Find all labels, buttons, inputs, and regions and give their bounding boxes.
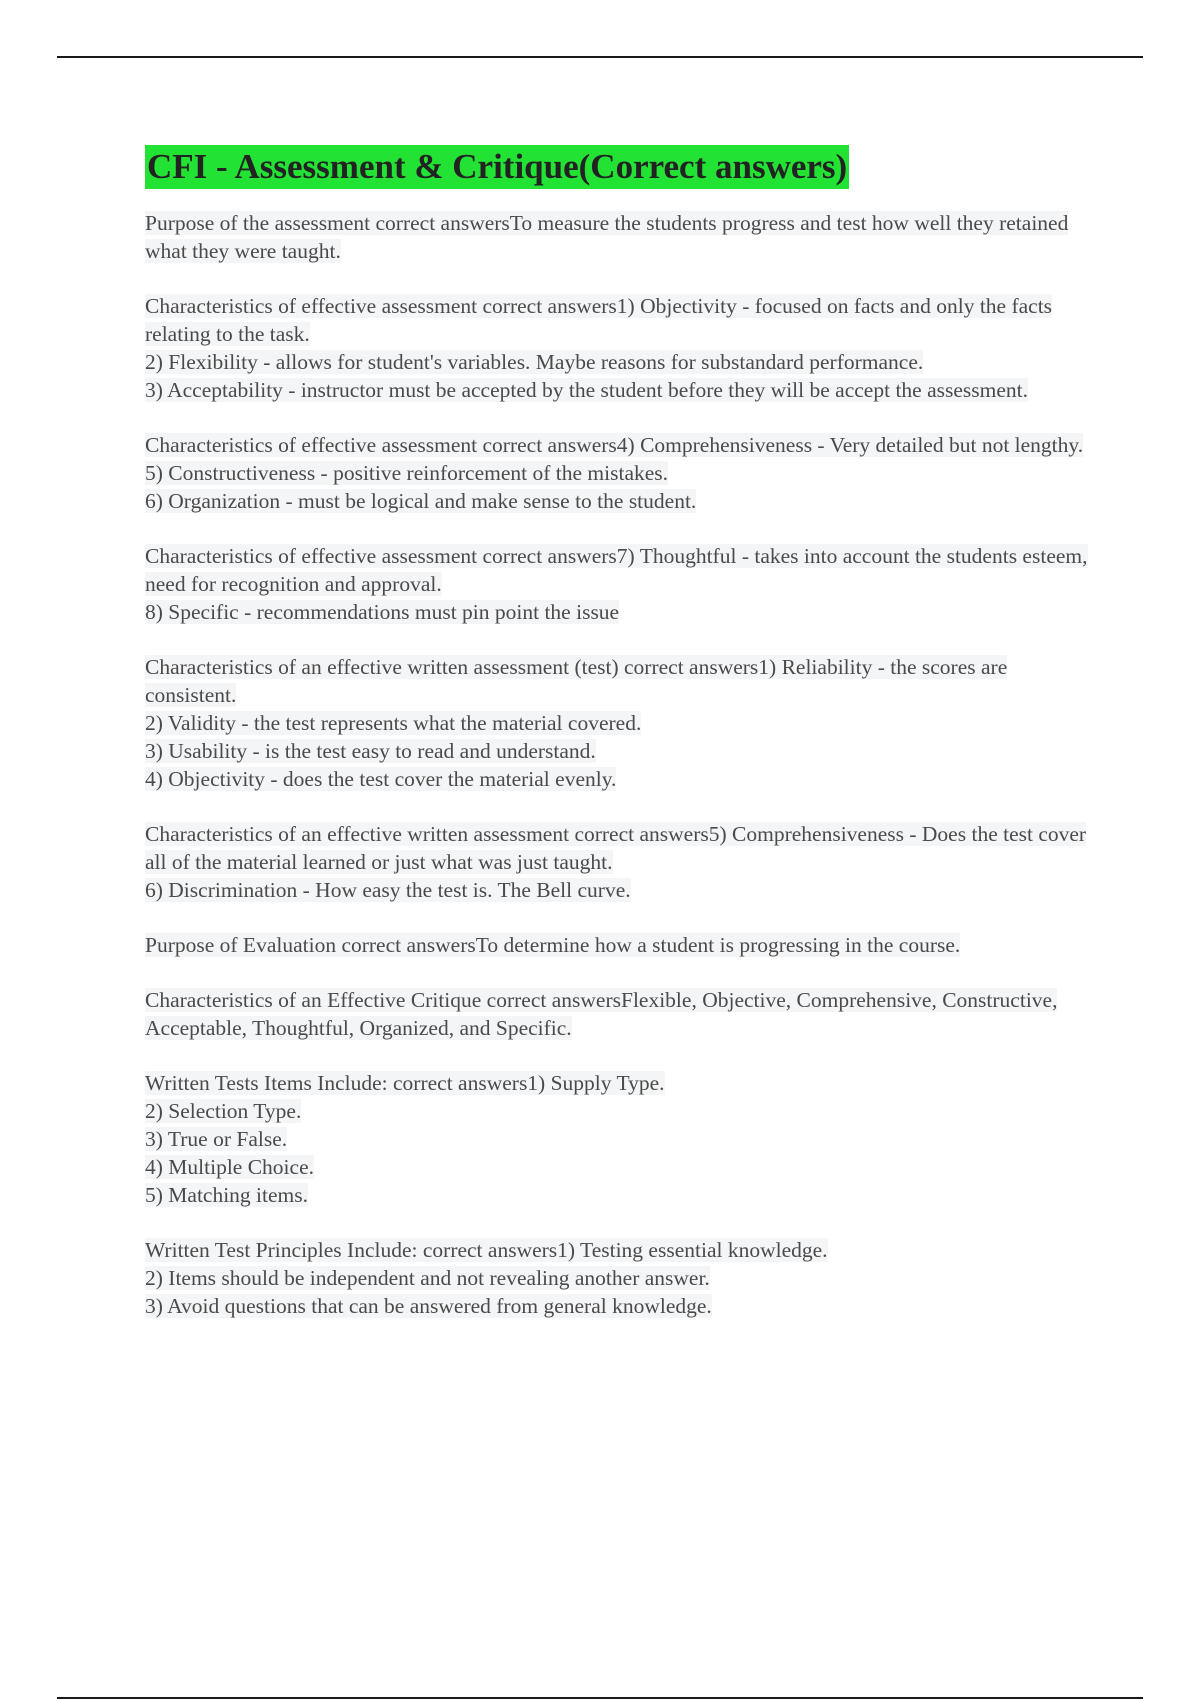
qa-answer-line bbox=[145, 487, 1095, 515]
qa-item bbox=[145, 1069, 1095, 1209]
qa-list bbox=[145, 209, 1095, 1320]
qa-answer-line bbox=[145, 1181, 1095, 1209]
qa-line-text: Characteristics of an effective written assessment correct answers5) Comprehensiveness - Does the test cover all of the material learned or just what was just taught. bbox=[145, 822, 1087, 874]
qa-answer-line bbox=[145, 1125, 1095, 1153]
qa-answer-line bbox=[145, 1153, 1095, 1181]
qa-line-text: 3) Usability - is the test easy to read and understand. bbox=[145, 739, 596, 763]
qa-answer-line bbox=[145, 765, 1095, 793]
qa-answer-line bbox=[145, 348, 1095, 376]
qa-line-text: 6) Organization - must be logical and make sense to the student. bbox=[145, 489, 697, 513]
qa-line-text: Purpose of Evaluation correct answersTo determine how a student is progressing in the course. bbox=[145, 933, 961, 957]
qa-line-text: 3) True or False. bbox=[145, 1127, 288, 1151]
qa-item bbox=[145, 292, 1095, 404]
qa-line-text: 4) Multiple Choice. bbox=[145, 1155, 314, 1179]
qa-line-text: Characteristics of effective assessment correct answers4) Comprehensiveness - Very detailed but not lengthy. bbox=[145, 433, 1084, 457]
qa-line-text: 2) Flexibility - allows for student's variables. Maybe reasons for substandard performance. bbox=[145, 350, 924, 374]
qa-answer-line bbox=[145, 1292, 1095, 1320]
top-rule bbox=[57, 56, 1143, 58]
qa-answer-line bbox=[145, 1264, 1095, 1292]
qa-line-text: 2) Validity - the test represents what the material covered. bbox=[145, 711, 642, 735]
qa-line-text: Characteristics of effective assessment correct answers7) Thoughtful - takes into account the students esteem, need for recognition and approval. bbox=[145, 544, 1088, 596]
qa-question-line bbox=[145, 931, 1095, 959]
qa-line-text: 6) Discrimination - How easy the test is. The Bell curve. bbox=[145, 878, 631, 902]
qa-item bbox=[145, 542, 1095, 626]
qa-answer-line bbox=[145, 598, 1095, 626]
qa-line-text: 4) Objectivity - does the test cover the material evenly. bbox=[145, 767, 617, 791]
qa-question-line bbox=[145, 292, 1095, 348]
qa-line-text: 5) Constructiveness - positive reinforcement of the mistakes. bbox=[145, 461, 669, 485]
document-body bbox=[145, 145, 1095, 1347]
qa-question-line bbox=[145, 1236, 1095, 1264]
qa-question-line bbox=[145, 431, 1095, 459]
qa-line-text: Written Tests Items Include: correct answers1) Supply Type. bbox=[145, 1071, 665, 1095]
qa-item bbox=[145, 931, 1095, 959]
qa-answer-line bbox=[145, 376, 1095, 404]
qa-line-text: 2) Items should be independent and not revealing another answer. bbox=[145, 1266, 710, 1290]
qa-question-line bbox=[145, 542, 1095, 598]
qa-line-text: Characteristics of an Effective Critique correct answersFlexible, Objective, Comprehensive, Constructive, Acceptable, Thoughtful, Organized, and Specific. bbox=[145, 988, 1058, 1040]
qa-answer-line bbox=[145, 459, 1095, 487]
qa-answer-line bbox=[145, 709, 1095, 737]
qa-line-text: Purpose of the assessment correct answersTo measure the students progress and test how well they retained what they were taught. bbox=[145, 211, 1069, 263]
qa-line-text: 8) Specific - recommendations must pin point the issue bbox=[145, 600, 620, 624]
qa-answer-line bbox=[145, 737, 1095, 765]
qa-line-text: Characteristics of an effective written assessment (test) correct answers1) Reliability - the scores are consistent. bbox=[145, 655, 1008, 707]
qa-item bbox=[145, 431, 1095, 515]
qa-line-text: 3) Avoid questions that can be answered from general knowledge. bbox=[145, 1294, 712, 1318]
qa-answer-line bbox=[145, 1097, 1095, 1125]
qa-line-text: Characteristics of effective assessment correct answers1) Objectivity - focused on facts and only the facts relating to the task. bbox=[145, 294, 1053, 346]
qa-item bbox=[145, 986, 1095, 1042]
qa-question-line bbox=[145, 653, 1095, 709]
qa-item bbox=[145, 1236, 1095, 1320]
bottom-rule bbox=[57, 1697, 1143, 1699]
document-title: CFI - Assessment & Critique(Correct answers) bbox=[145, 145, 849, 189]
qa-item bbox=[145, 209, 1095, 265]
qa-line-text: 3) Acceptability - instructor must be accepted by the student before they will be accept the assessment. bbox=[145, 378, 1029, 402]
qa-line-text: 2) Selection Type. bbox=[145, 1099, 302, 1123]
qa-question-line bbox=[145, 1069, 1095, 1097]
qa-line-text: Written Test Principles Include: correct answers1) Testing essential knowledge. bbox=[145, 1238, 828, 1262]
qa-item bbox=[145, 653, 1095, 793]
qa-line-text: 5) Matching items. bbox=[145, 1183, 309, 1207]
qa-question-line bbox=[145, 209, 1095, 265]
qa-question-line bbox=[145, 986, 1095, 1042]
qa-answer-line bbox=[145, 876, 1095, 904]
qa-item bbox=[145, 820, 1095, 904]
qa-question-line bbox=[145, 820, 1095, 876]
